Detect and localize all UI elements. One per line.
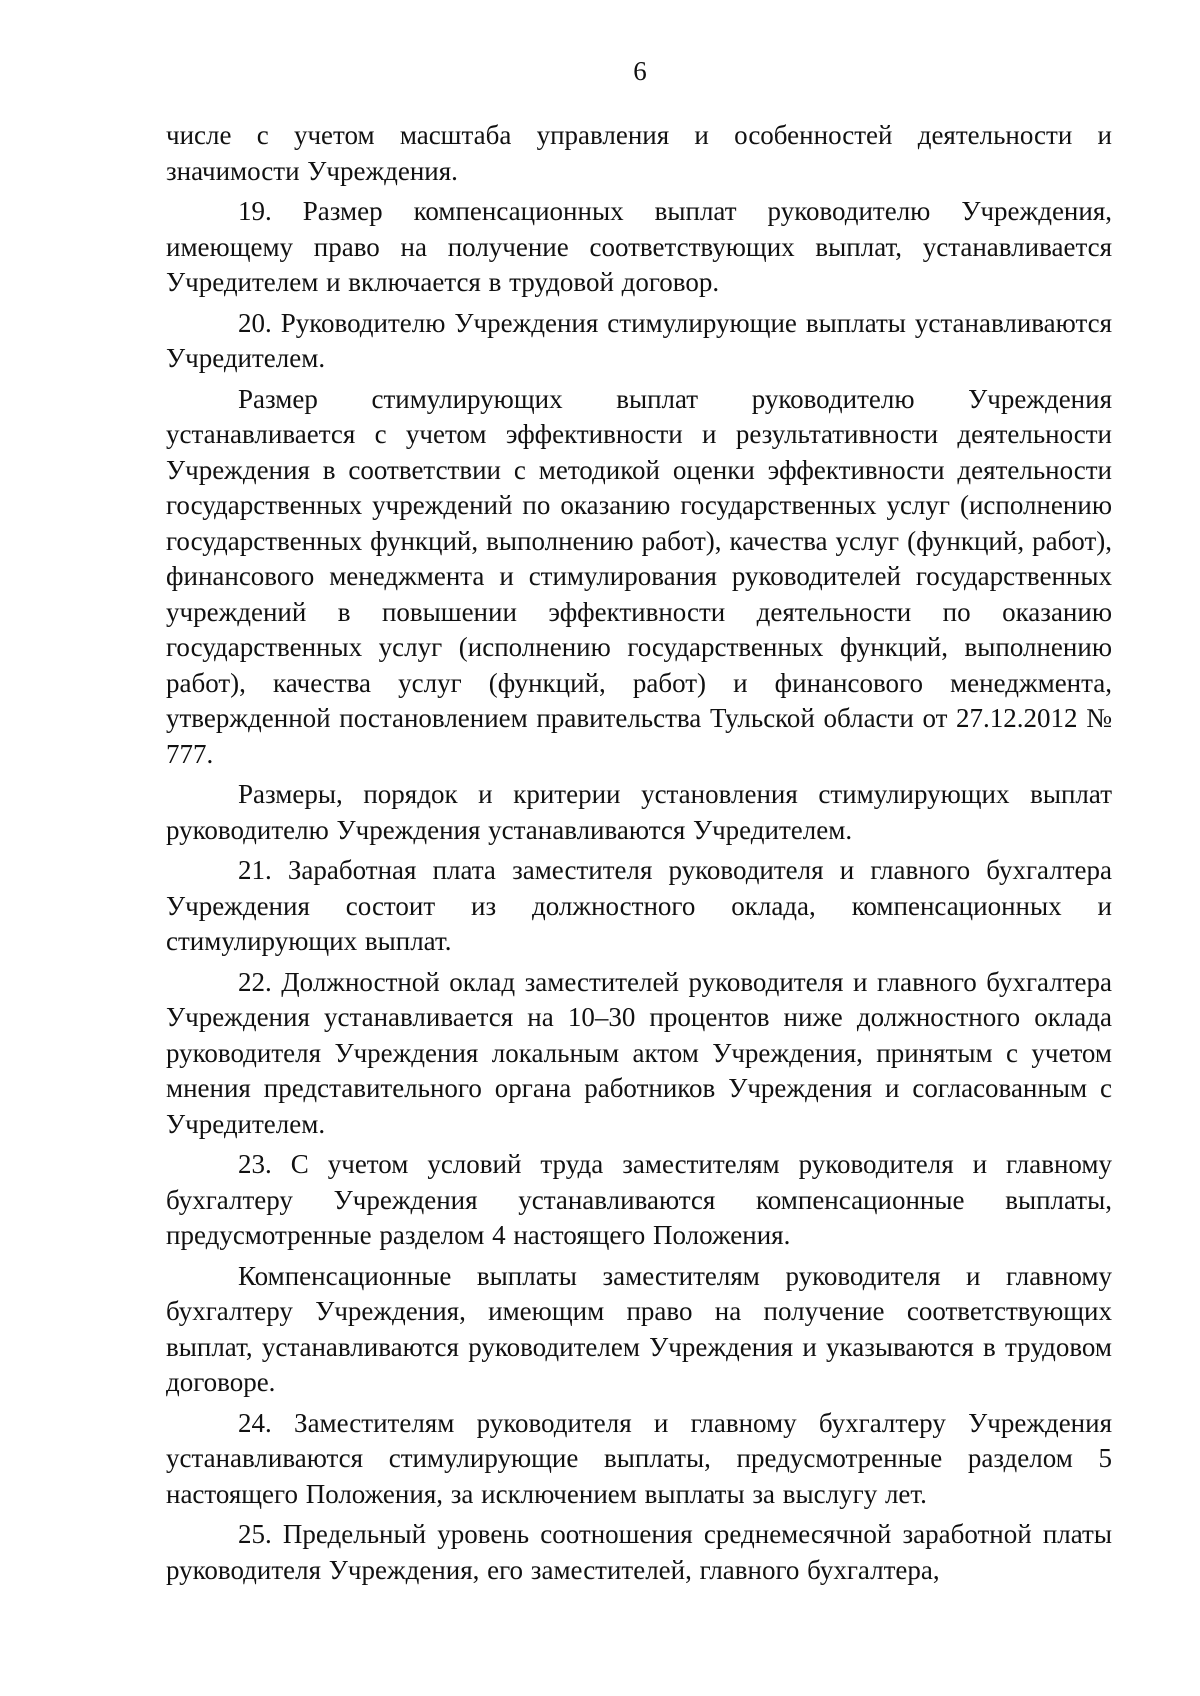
paragraph-22: 22. Должностной оклад заместителей руководителя и главного бухгалтера Учреждения устанавливается на 10–30 процентов ниже должностного оклада руководителя Учреждения локальным актом Учреждения, принятым с учетом мнения представительного органа работников Учреждения и согласованным с Учредителем. (166, 966, 1112, 1139)
paragraph-21: 21. Заработная плата заместителя руководителя и главного бухгалтера Учреждения состоит из должностного оклада, компенсационных и стимулирующих выплат. (166, 855, 1112, 956)
document-body (166, 118, 1112, 1588)
page-number: 6 (633, 56, 647, 86)
paragraph-23: 23. С учетом условий труда заместителям руководителя и главному бухгалтеру Учреждения устанавливаются компенсационные выплаты, предусмотренные разделом 4 настоящего Положения. (166, 1149, 1112, 1250)
paragraph-continuation: числе с учетом масштаба управления и особенностей деятельности и значимости Учреждения. (166, 120, 1112, 186)
paragraph-23-compensation: Компенсационные выплаты заместителям руководителя и главному бухгалтеру Учреждения, имеющим право на получение соответствующих выплат, устанавливаются руководителем Учреждения и указываются в трудовом договоре. (166, 1260, 1112, 1397)
paragraph-19: 19. Размер компенсационных выплат руководителю Учреждения, имеющему право на получение соответствующих выплат, устанавливается Учредителем и включается в трудовой договор. (166, 196, 1112, 297)
paragraph-20-incentive-criteria: Размеры, порядок и критерии установления стимулирующих выплат руководителю Учреждения устанавливаются Учредителем. (166, 779, 1112, 845)
paragraph-25: 25. Предельный уровень соотношения среднемесячной заработной платы руководителя Учреждения, его заместителей, главного бухгалтера, (166, 1519, 1112, 1585)
paragraph-20: 20. Руководителю Учреждения стимулирующие выплаты устанавливаются Учредителем. (166, 307, 1112, 373)
paragraph-20-incentive-size: Размер стимулирующих выплат руководителю Учреждения устанавливается с учетом эффективности и результативности деятельности Учреждения в соответствии с методикой оценки эффективности деятельности государственных учреждений по оказанию государственных услуг (исполнению государственных функций, выполнению работ), качества услуг (функций, работ), финансового менеджмента и стимулирования руководителей государственных учреждений в повышении эффективности деятельности по оказанию государственных услуг (исполнению государственных функций, выполнению работ), качества услуг (функций, работ) и финансового менеджмента, утвержденной постановлением правительства Тульской области от 27.12.2012 № 777. (166, 383, 1112, 769)
paragraph-24: 24. Заместителям руководителя и главному бухгалтеру Учреждения устанавливаются стимулирующие выплаты, предусмотренные разделом 5 настоящего Положения, за исключением выплаты за выслугу лет. (166, 1407, 1112, 1509)
